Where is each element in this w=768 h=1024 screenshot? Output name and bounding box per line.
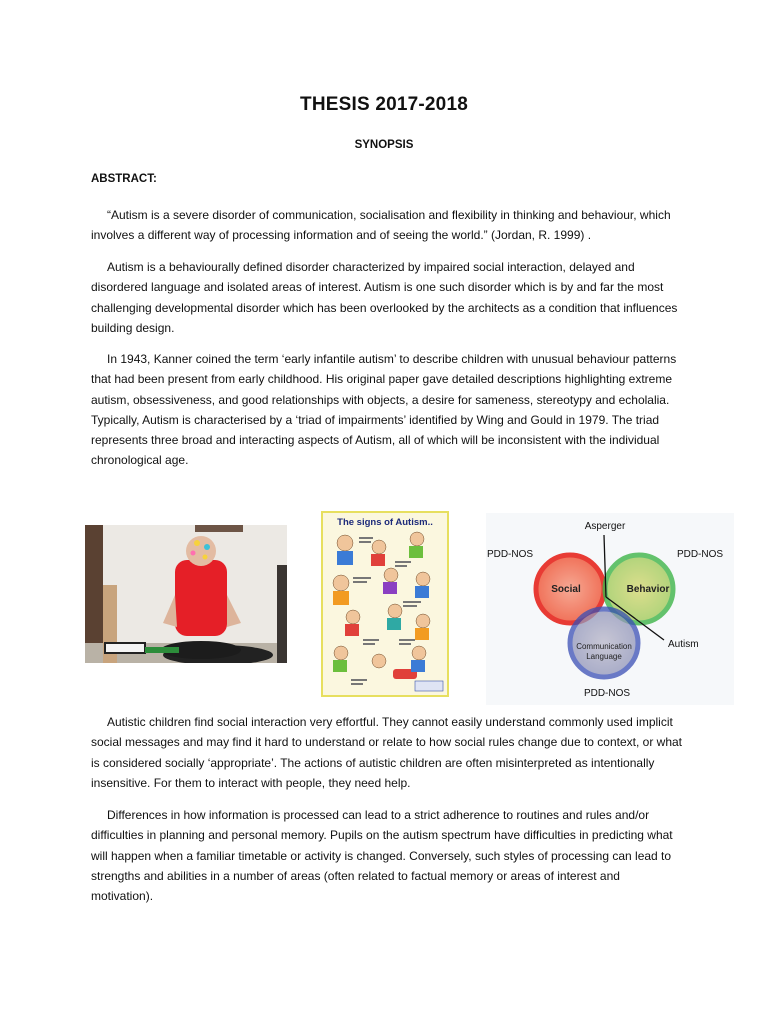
venn-circle-behavior: Behavior bbox=[626, 584, 670, 595]
abstract-paragraph: Autistic children find social interaction very effortful. They cannot easily understand commonly used implicit social messages and may find it hard to understand or relate to how social rules change due to context, or what is considered socially ‘appropriate’. The actions of autistic children are often misinterpreted as intentionally insensitive. For them to interact with people, they need help. bbox=[91, 715, 682, 790]
page-title: THESIS 2017-2018 bbox=[300, 94, 468, 115]
poster-heading-text: The signs of Autism.. bbox=[337, 517, 433, 528]
venn-label-pdd-nos-bottom: PDD-NOS bbox=[583, 688, 631, 699]
venn-circle-language: Language bbox=[586, 652, 622, 661]
section-heading: ABSTRACT: bbox=[91, 173, 157, 185]
venn-label-autism: Autism bbox=[668, 639, 699, 650]
venn-circle-social: Social bbox=[551, 584, 581, 595]
venn-circle-communication: Communication bbox=[576, 642, 632, 651]
venn-label-pdd-nos-left: PDD-NOS bbox=[486, 549, 534, 560]
child-photo bbox=[85, 525, 287, 663]
abstract-paragraph: Autism is a behaviourally defined disorder characterized by impaired social interaction, delayed and disordered language and isolated areas of interest. Autism is one such disorder which is by and far the most challenging developmental disorder which has been overlooked by the architects as a condition that influences building design. bbox=[91, 260, 678, 335]
signs-of-autism-poster bbox=[321, 511, 449, 697]
autism-venn-diagram bbox=[486, 513, 734, 705]
abstract-paragraph: Differences in how information is processed can lead to a strict adherence to routines and rules and/or difficulties in planning and personal memory. Pupils on the autism spectrum have difficulties in predicting what will happen when a familiar timetable or activity is changed. Conversely, such styles of processing can lead to strengths and abilities in a number of areas (often related to factual memory or areas of interest and motivation). bbox=[91, 808, 673, 904]
page-subtitle: SYNOPSIS bbox=[354, 139, 414, 151]
venn-label-pdd-nos-right: PDD-NOS bbox=[676, 549, 724, 560]
abstract-paragraph: In 1943, Kanner coined the term ‘early infantile autism’ to describe children with unusual behaviour patterns that had been present from early childhood. His original paper gave detailed descriptions highlighting extreme autism, obsessiveness, and good relationships with objects, a desire for sameness, stereotypy and echolalia. Typically, Autism is characterised by a ‘triad of impairments’ identified by Wing and Gould in 1979. The triad represents three broad and interacting aspects of Autism, all of which will be inconsistent with the individual chronological age. bbox=[91, 352, 677, 468]
abstract-quote: “Autism is a severe disorder of communication, socialisation and flexibility in thinking and behaviour, which involves a different way of processing information and of seeing the world.” (Jordan, R. 1999) . bbox=[91, 208, 671, 243]
venn-label-asperger: Asperger bbox=[584, 521, 626, 532]
